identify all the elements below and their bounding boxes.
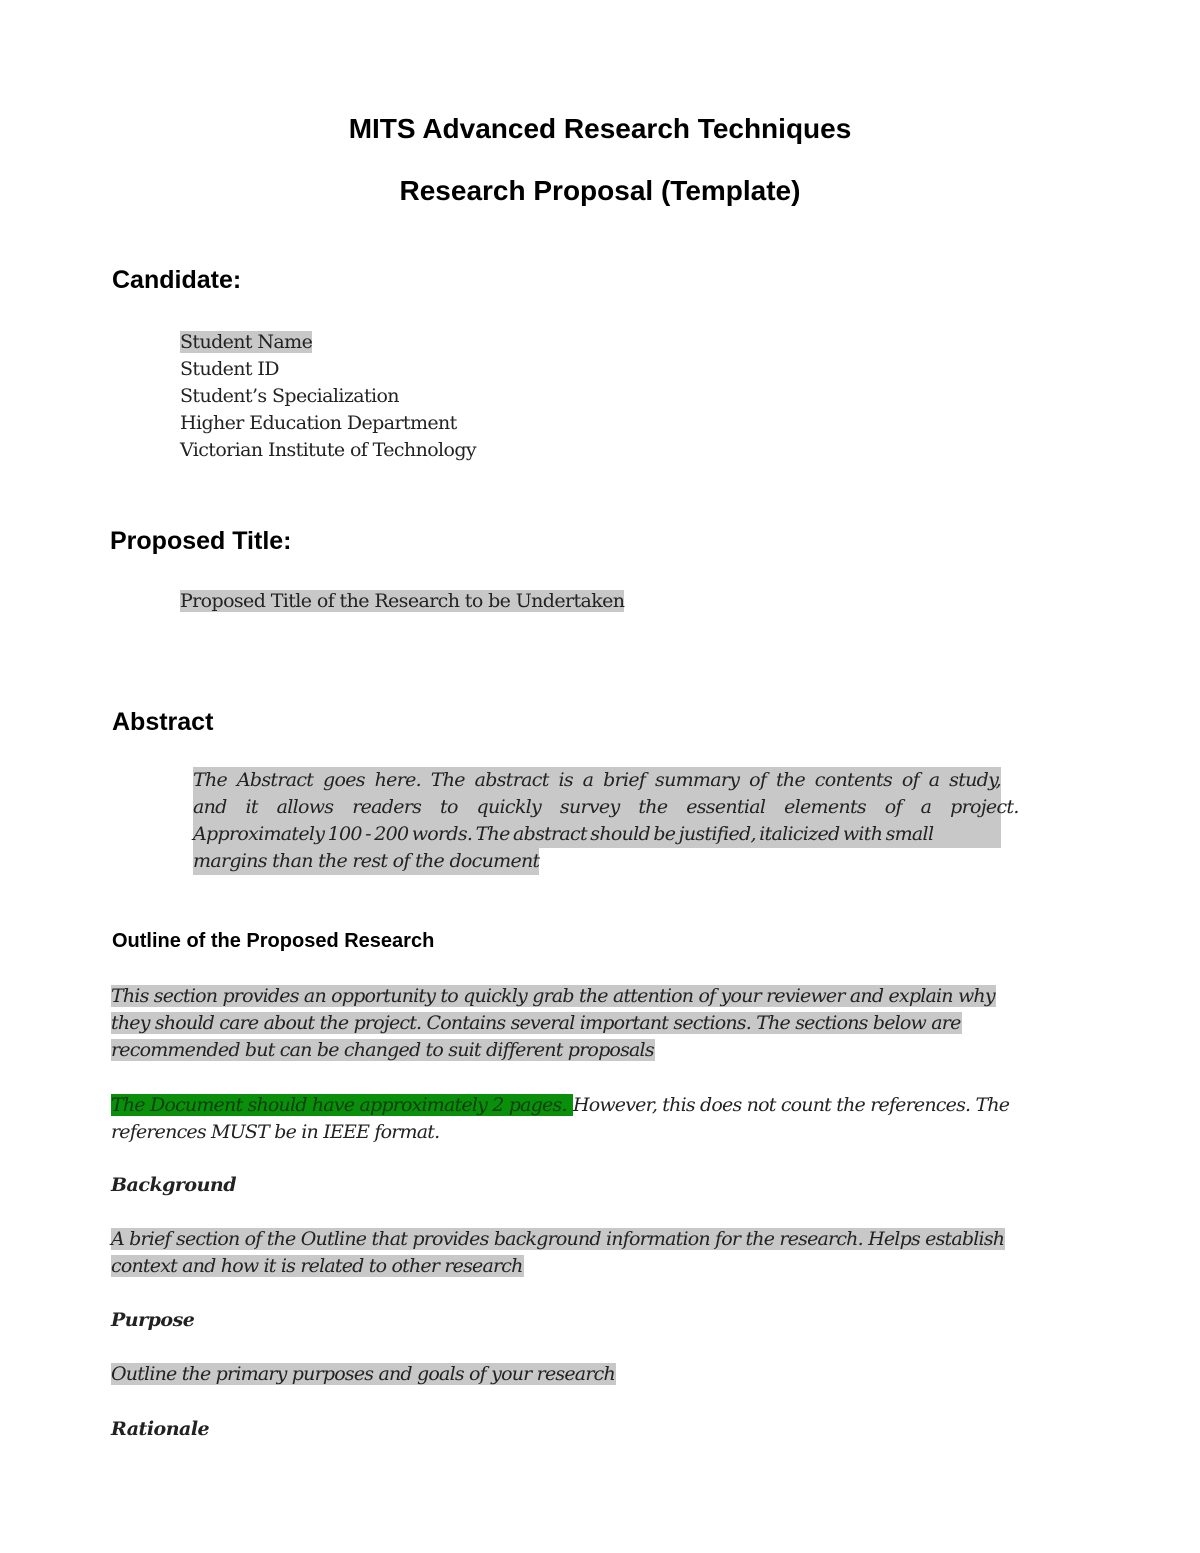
candidate-line: Student ID xyxy=(180,358,279,380)
background-body xyxy=(111,1226,1005,1280)
outline-intro-line: This section provides an opportunity to quickly grab the attention of your reviewer and explain why xyxy=(111,985,995,1007)
outline-note-line: references MUST be in IEEE format. xyxy=(111,1121,440,1143)
abstract-line: margins than the rest of the document xyxy=(193,848,539,875)
abstract-line: The Abstract goes here. The abstract is a brief summary of the contents of a study, xyxy=(193,767,1001,794)
abstract-body xyxy=(193,767,1019,875)
candidate-line: Student Name xyxy=(180,331,313,353)
abstract-line: and it allows readers to quickly survey the essential elements of a project. xyxy=(193,794,1001,821)
background-line: context and how it is related to other research xyxy=(111,1255,523,1277)
purpose-body xyxy=(111,1361,616,1388)
outline-intro xyxy=(111,983,996,1064)
document-title: MITS Advanced Research Techniques xyxy=(348,113,852,144)
proposed-title-text: Proposed Title of the Research to be Undertaken xyxy=(180,590,625,612)
abstract-heading: Abstract xyxy=(112,708,214,736)
document-subtitle: Research Proposal (Template) xyxy=(399,175,801,206)
abstract-line: Approximately 100 - 200 words. The abstract should be justified, italicized with small xyxy=(193,821,1001,848)
rationale-heading: Rationale xyxy=(111,1418,210,1440)
outline-note xyxy=(111,1092,1009,1146)
candidate-heading: Candidate: xyxy=(112,266,242,294)
candidate-line: Victorian Institute of Technology xyxy=(180,439,477,461)
outline-intro-line: recommended but can be changed to suit different proposals xyxy=(111,1039,654,1061)
outline-heading: Outline of the Proposed Research xyxy=(112,930,435,952)
background-line: A brief section of the Outline that provides background information for the research. Helps establish xyxy=(111,1228,1005,1250)
proposed-title-heading: Proposed Title: xyxy=(110,527,292,555)
purpose-line: Outline the primary purposes and goals of your research xyxy=(111,1363,615,1385)
candidate-line: Student’s Specialization xyxy=(180,385,399,407)
purpose-heading: Purpose xyxy=(111,1309,195,1331)
outline-note-line: The Document should have approximately 2 pages. However, this does not count the references. The xyxy=(111,1094,1010,1116)
page-count-highlight: The Document should have approximately 2 pages. xyxy=(111,1094,572,1116)
outline-intro-line: they should care about the project. Contains several important sections. The sections below are xyxy=(111,1012,961,1034)
background-heading: Background xyxy=(111,1174,236,1196)
candidate-line: Higher Education Department xyxy=(180,412,457,434)
candidate-details xyxy=(180,329,476,464)
